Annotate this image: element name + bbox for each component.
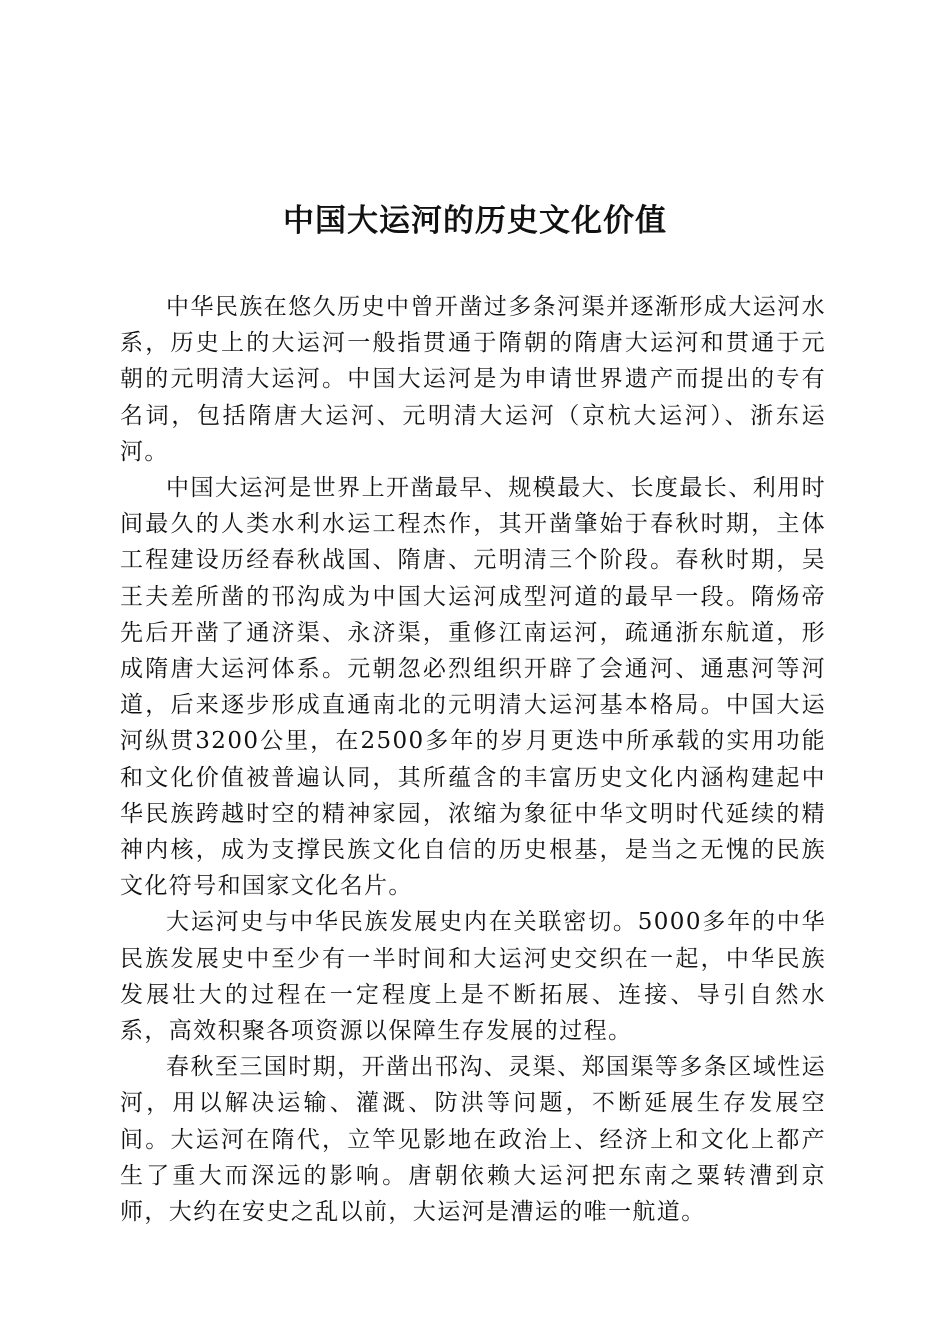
document-body [120,289,826,1230]
paragraph-3: 大运河史与中华民族发展史内在关联密切。5000多年的中华民族发展史中至少有一半时间和大运河史交织在一起，中华民族发展壮大的过程在一定程度上是不断拓展、连接、导引自然水系，高效积聚各项资源以保障生存发展的过程。 [120,909,826,1045]
document-title: 中国大运河的历史文化价值 [283,203,667,239]
paragraph-2: 中国大运河是世界上开凿最早、规模最大、长度最长、利用时间最久的人类水利水运工程杰作，其开凿肇始于春秋时期，主体工程建设历经春秋战国、隋唐、元明清三个阶段。春秋时期，吴王夫差所凿的邗沟成为中国大运河成型河道的最早一段。隋炀帝先后开凿了通济渠、永济渠，重修江南运河，疏通浙东航道，形成隋唐大运河体系。元朝忽必烈组织开辟了会通河、通惠河等河道，后来逐步形成直通南北的元明清大运河基本格局。中国大运河纵贯3200公里，在2500多年的岁月更迭中所承载的实用功能和文化价值被普遍认同，其所蕴含的丰富历史文化内涵构建起中华民族跨越时空的精神家园，浓缩为象征中华文明时代延续的精神内核，成为支撑民族文化自信的历史根基，是当之无愧的民族文化符号和国家文化名片。 [120,475,826,900]
paragraph-1: 中华民族在悠久历史中曾开凿过多条河渠并逐渐形成大运河水系，历史上的大运河一般指贯通于隋朝的隋唐大运河和贯通于元朝的元明清大运河。中国大运河是为申请世界遗产而提出的专有名词，包括隋唐大运河、元明清大运河（京杭大运河）、浙东运河。 [120,294,826,465]
paragraph-4: 春秋至三国时期，开凿出邗沟、灵渠、郑国渠等多条区域性运河，用以解决运输、灌溉、防洪等问题，不断延展生存发展空间。大运河在隋代，立竿见影地在政治上、经济上和文化上都产生了重大而深远的影响。唐朝依赖大运河把东南之粟转漕到京师，大约在安史之乱以前，大运河是漕运的唯一航道。 [120,1054,826,1226]
